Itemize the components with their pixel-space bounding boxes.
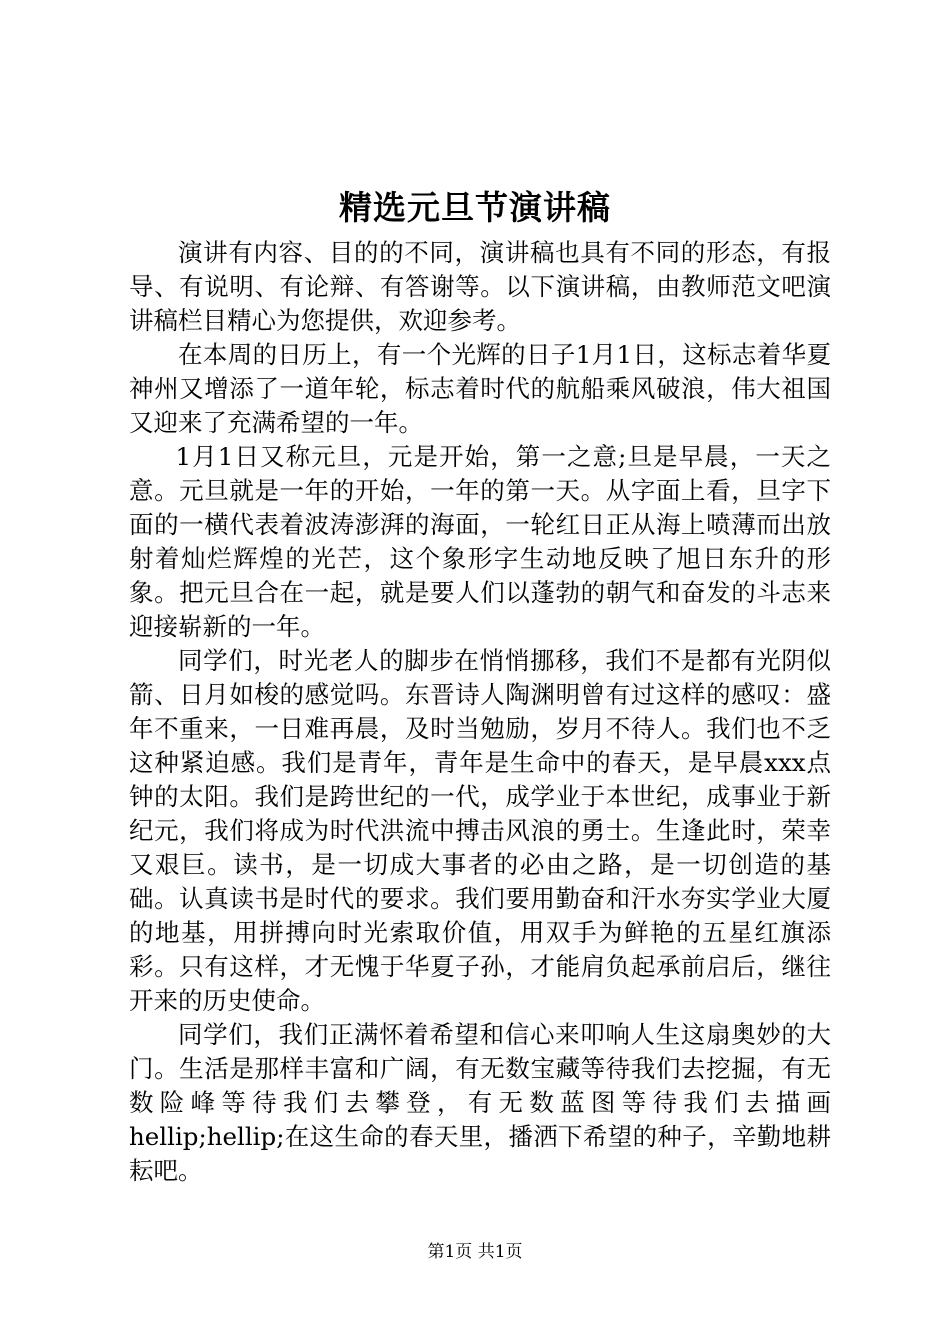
page-footer: 第1页 共1页: [427, 1242, 523, 1262]
document-title: 精选元旦节演讲稿: [339, 188, 611, 227]
paragraph-yuandan-meaning: 1月1日又称元旦，元是开始，第一之意;旦是早晨，一天之意。元旦就是一年的开始，一年的第一天。从字面上看，旦字下面的一横代表着波涛澎湃的海面，一轮红日正从海上喷薄而出放射着灿烂辉煌的光芒，这个象形字生动地反映了旭日东升的形象。把元旦合在一起，就是要人们以蓬勃的朝气和奋发的斗志来迎接崭新的一年。: [129, 442, 831, 641]
paragraph-calendar: 在本周的日历上，有一个光辉的日子1月1日，这标志着华夏神州又增添了一道年轮，标志着时代的航船乘风破浪，伟大祖国又迎来了充满希望的一年。: [129, 340, 831, 437]
paragraph-time-passing: 同学们，时光老人的脚步在悄悄挪移，我们不是都有光阴似箭、日月如梭的感觉吗。东晋诗人陶渊明曾有过这样的感叹：盛年不重来，一日难再晨，及时当勉励，岁月不待人。我们也不乏这种紧迫感。我们是青年，青年是生命中的春天，是早晨xxx点钟的太阳。我们是跨世纪的一代，成学业于本世纪，成事业于新纪元，我们将成为时代洪流中搏击风浪的勇士。生逢此时，荣幸又艰巨。读书，是一切成大事者的必由之路，是一切创造的基础。认真读书是时代的要求。我们要用勤奋和汗水夯实学业大厦的地基，用拼搏向时光索取价值，用双手为鲜艳的五星红旗添彩。只有这样，才无愧于华夏子孙，才能肩负起承前启后，继往开来的历史使命。: [129, 646, 831, 1015]
paragraph-intro: 演讲有内容、目的的不同，演讲稿也具有不同的形态，有报导、有说明、有论辩、有答谢等。以下演讲稿，由教师范文吧演讲稿栏目精心为您提供，欢迎参考。: [129, 238, 831, 335]
document-body: [129, 236, 831, 1188]
paragraph-conclusion: 同学们，我们正满怀着希望和信心来叩响人生这扇奥妙的大门。生活是那样丰富和广阔，有无数宝藏等待我们去挖掘，有无数险峰等待我们去攀登，有无数蓝图等待我们去描画hellip;hellip;在这生命的春天里，播洒下希望的种子，辛勤地耕耘吧。: [129, 1020, 831, 1185]
